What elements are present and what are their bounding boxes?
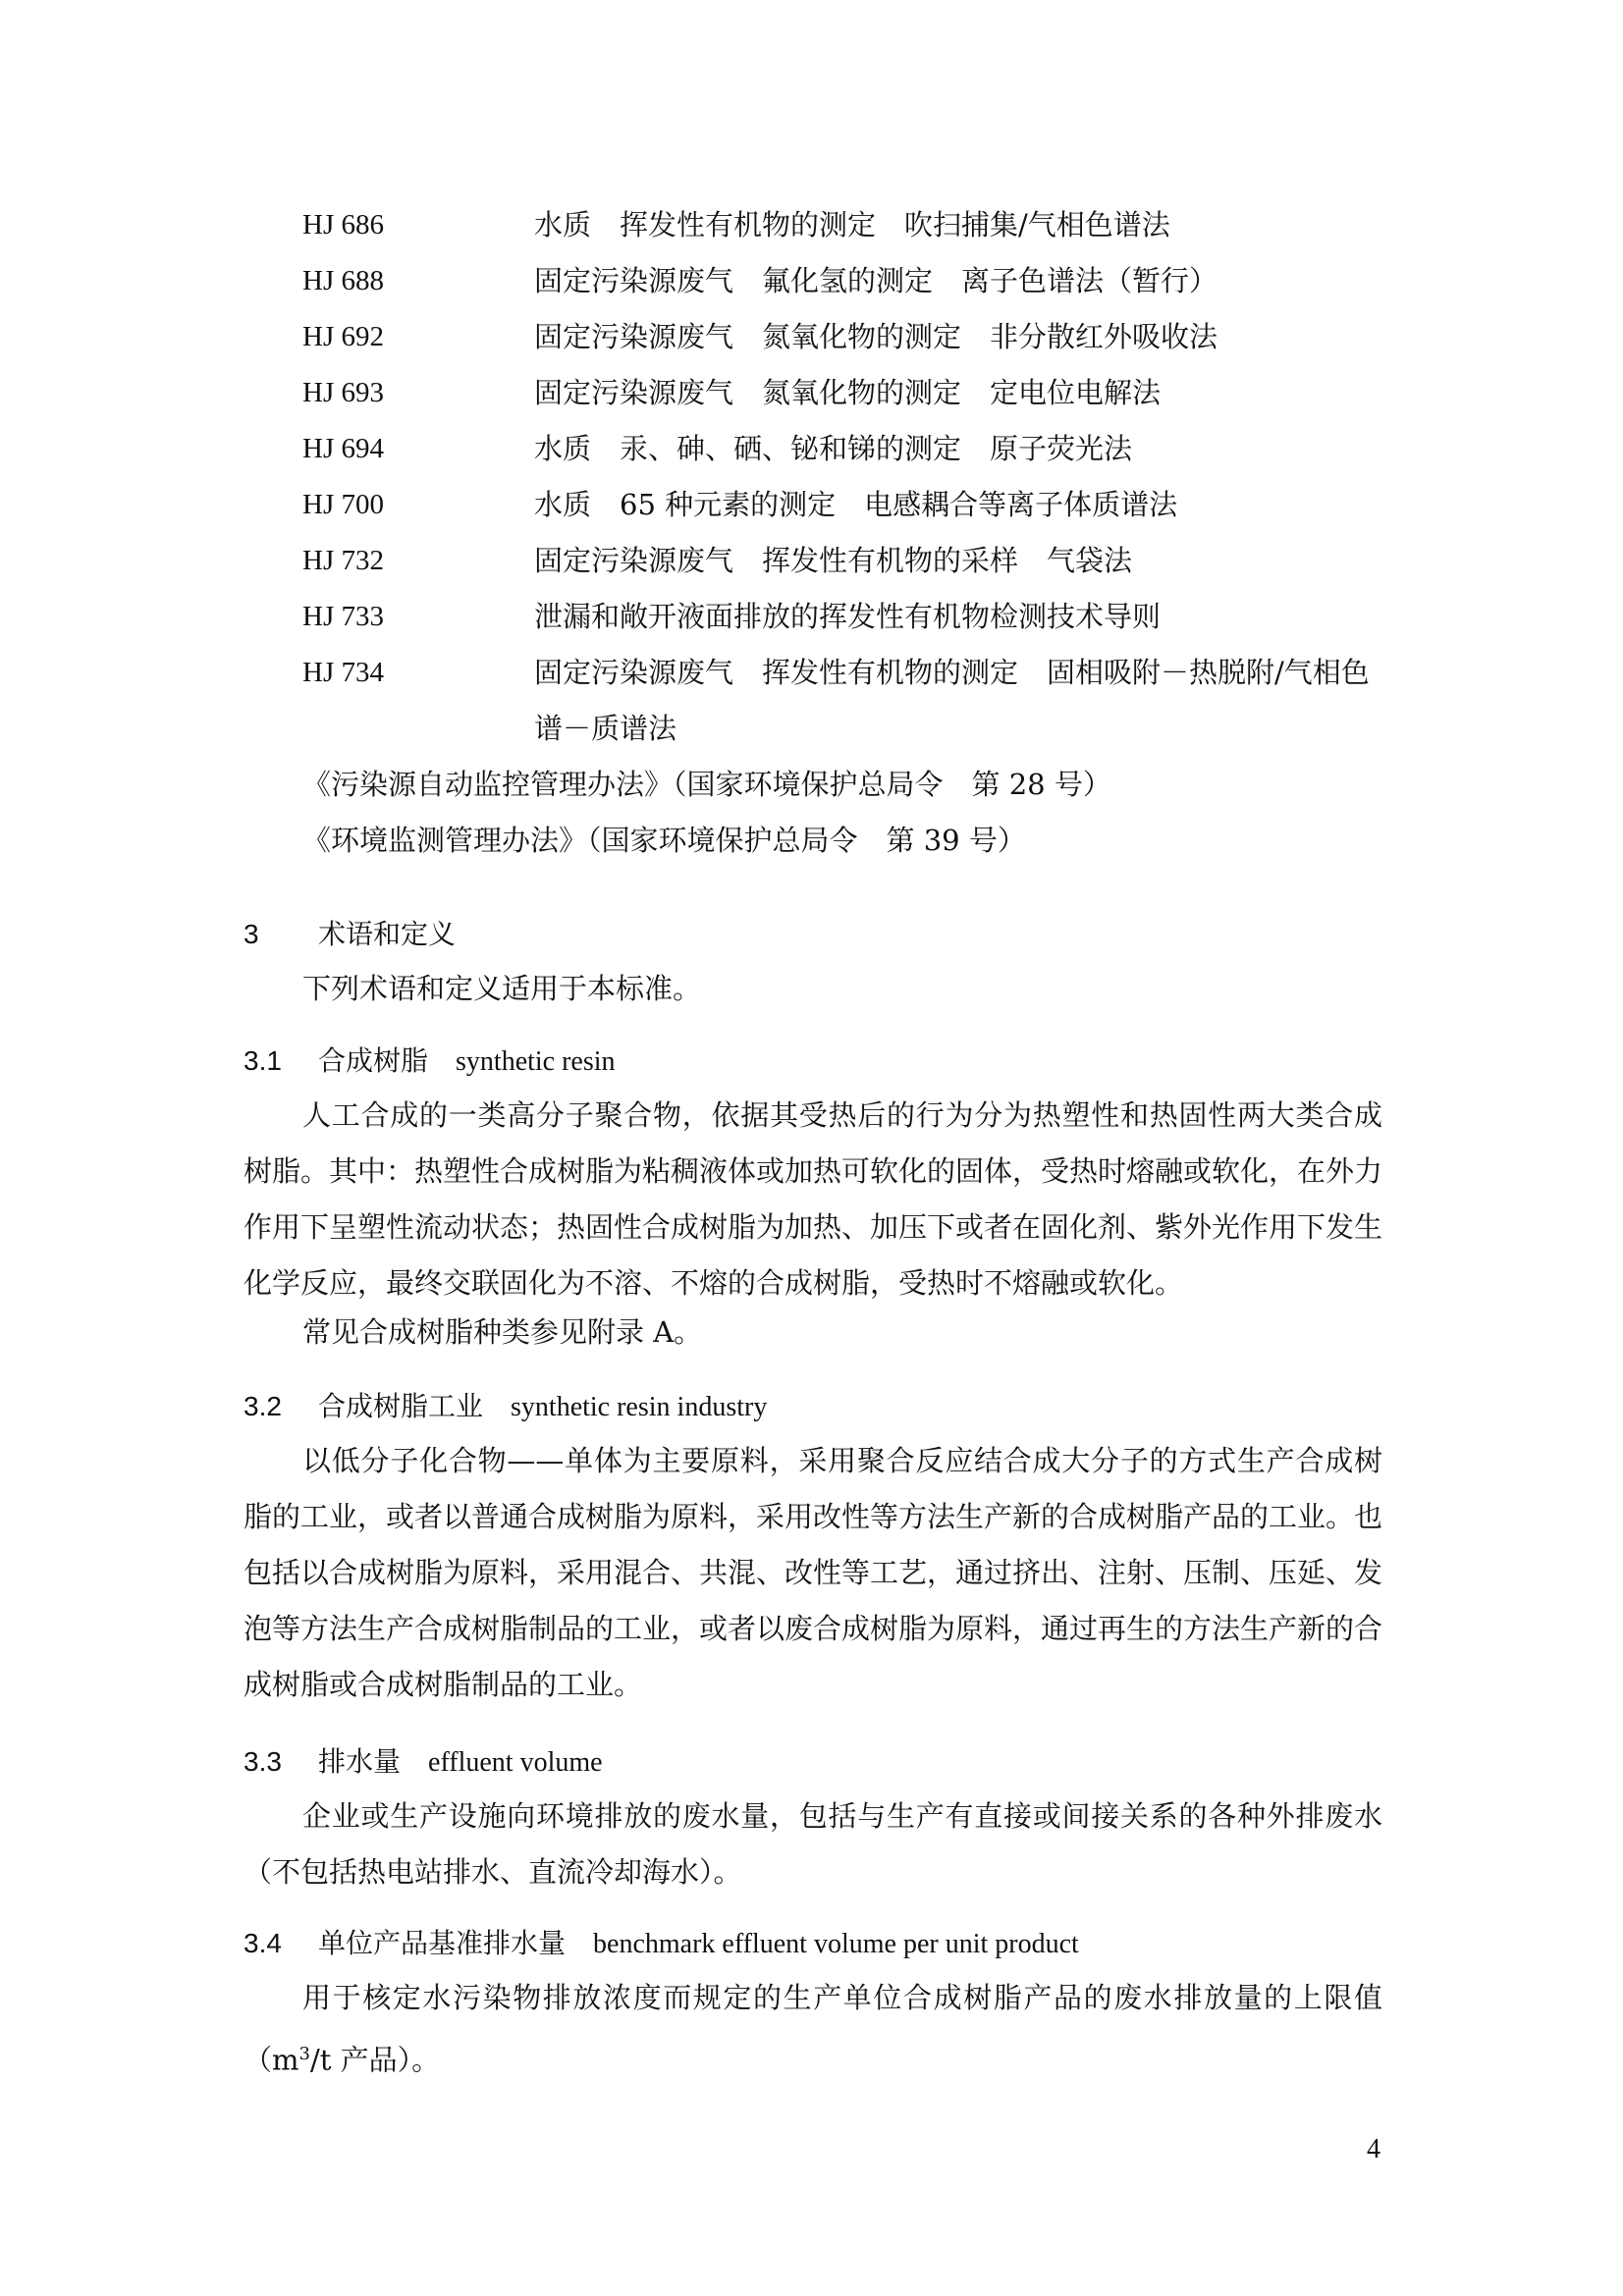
term-number: 3.1 xyxy=(243,1045,282,1076)
ref-code: HJ 693 xyxy=(302,377,384,408)
ref-code: HJ 700 xyxy=(302,489,384,520)
ref-title: 固定污染源废气 挥发性有机物的测定 固相吸附－热脱附/气相色 xyxy=(534,656,1370,689)
term-name-en: effluent volume xyxy=(428,1747,603,1778)
ref-code: HJ 733 xyxy=(302,601,384,632)
ref-title: 固定污染源废气 挥发性有机物的采样 气袋法 xyxy=(534,544,1133,577)
term-definition xyxy=(243,1970,1382,2089)
unit-open: （m xyxy=(243,2043,299,2077)
ref-title: 固定污染源废气 氮氧化物的测定 非分散红外吸收法 xyxy=(534,320,1218,353)
term-note: 常见合成树脂种类参见附录 A。 xyxy=(302,1315,703,1349)
term-name-en: benchmark effluent volume per unit product xyxy=(593,1929,1079,1959)
ref-title-continued: 谱－质谱法 xyxy=(534,712,677,745)
term-heading xyxy=(243,1742,603,1783)
ref-title: 固定污染源废气 氮氧化物的测定 定电位电解法 xyxy=(534,376,1162,409)
section-heading xyxy=(243,915,456,954)
ref-title: 水质 汞、砷、硒、铋和锑的测定 原子荧光法 xyxy=(534,432,1133,465)
ref-code: HJ 694 xyxy=(302,433,384,464)
term-heading xyxy=(243,1387,767,1427)
term-name-en: synthetic resin xyxy=(456,1046,616,1077)
term-heading xyxy=(243,1924,1079,1964)
unit-close: /t 产品）。 xyxy=(309,2043,441,2077)
regulation-item: 《污染源自动监控管理办法》（国家环境保护总局令 第 28 号） xyxy=(302,768,1111,801)
ref-code: HJ 732 xyxy=(302,545,384,576)
ref-code: HJ 692 xyxy=(302,321,384,352)
term-name-en: synthetic resin industry xyxy=(511,1392,768,1422)
unit-superscript: 3 xyxy=(298,2044,310,2064)
ref-title: 水质 挥发性有机物的测定 吹扫捕集/气相色谱法 xyxy=(534,208,1170,241)
section-intro: 下列术语和定义适用于本标准。 xyxy=(302,972,702,1005)
term-name-zh: 合成树脂工业 xyxy=(318,1390,484,1422)
term-number: 3.2 xyxy=(243,1391,282,1421)
ref-title: 水质 65 种元素的测定 电感耦合等离子体质谱法 xyxy=(534,488,1178,521)
ref-code: HJ 688 xyxy=(302,265,384,296)
term-definition: 以低分子化合物——单体为主要原料，采用聚合反应结合成大分子的方式生产合成树脂的工业，或者以普通合成树脂为原料，采用改性等方法生产新的合成树脂产品的工业。也包括以合成树脂为原料，采用混合、共混、改性等工艺，通过挤出、注射、压制、压延、发泡等方法生产合成树脂制品的工业，或者以废合成树脂为原料，通过再生的方法生产新的合成树脂或合成树脂制品的工业。 xyxy=(243,1444,1383,1701)
term-name-zh: 排水量 xyxy=(318,1745,402,1778)
term-name-zh: 单位产品基准排水量 xyxy=(318,1927,567,1959)
term-number: 3.4 xyxy=(243,1928,282,1958)
section-number: 3 xyxy=(243,919,259,949)
term-definition-text: 用于核定水污染物排放浓度而规定的生产单位合成树脂产品的废水排放量的上限值 xyxy=(302,1981,1382,2014)
term-definition: 企业或生产设施向环境排放的废水量，包括与生产有直接或间接关系的各种外排废水（不包括热电站排水、直流冷却海水）。 xyxy=(243,1799,1382,1889)
regulation-item: 《环境监测管理办法》（国家环境保护总局令 第 39 号） xyxy=(302,824,1026,857)
term-number: 3.3 xyxy=(243,1746,282,1777)
section-title: 术语和定义 xyxy=(318,918,457,950)
page-number: 4 xyxy=(1367,2134,1380,2164)
term-name-zh: 合成树脂 xyxy=(318,1044,429,1077)
ref-title: 泄漏和敞开液面排放的挥发性有机物检测技术导则 xyxy=(534,600,1162,633)
ref-code: HJ 734 xyxy=(302,657,384,688)
term-definition: 人工合成的一类高分子聚合物，依据其受热后的行为分为热塑性和热固性两大类合成树脂。其中：热塑性合成树脂为粘稠液体或加热可软化的固体，受热时熔融或软化，在外力作用下呈塑性流动状态；热固性合成树脂为加热、加压下或者在固化剂、紫外光作用下发生化学反应，最终交联固化为不溶、不熔的合成树脂，受热时不熔融或软化。 xyxy=(243,1098,1383,1300)
ref-title: 固定污染源废气 氟化氢的测定 离子色谱法（暂行） xyxy=(534,264,1218,297)
ref-code: HJ 686 xyxy=(302,209,384,240)
term-heading xyxy=(243,1041,616,1082)
